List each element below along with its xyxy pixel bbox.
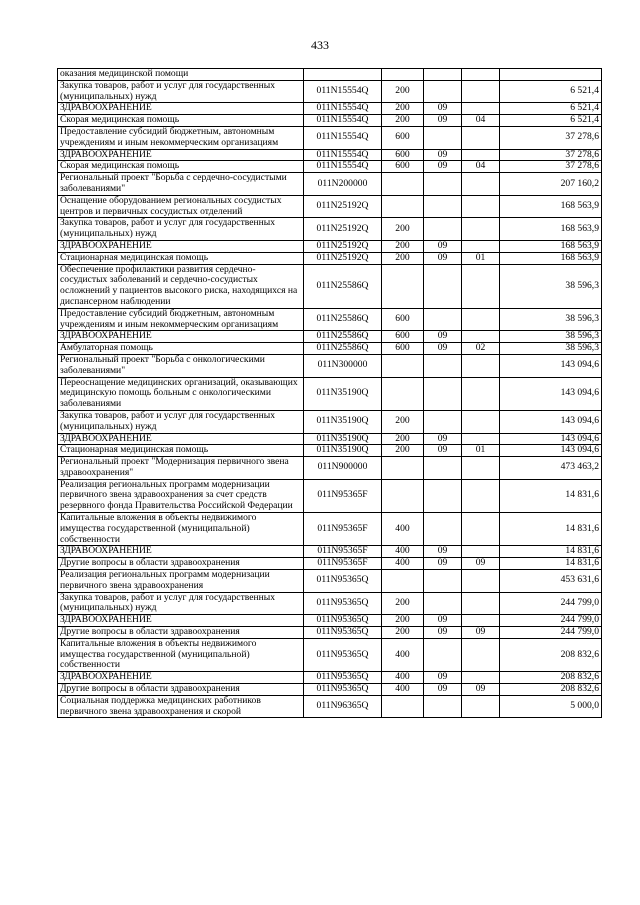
row-expense-type-cell: 600 bbox=[382, 343, 424, 355]
row-section-cell: 09 bbox=[424, 615, 462, 627]
row-subsection-cell bbox=[462, 195, 500, 218]
row-target-article-cell: 011N35190Q bbox=[304, 377, 382, 410]
page-number: 433 bbox=[311, 38, 329, 52]
row-name-cell: Другие вопросы в области здравоохранения bbox=[58, 684, 304, 696]
table-row bbox=[58, 115, 602, 127]
row-section-cell bbox=[424, 695, 462, 718]
row-section-cell bbox=[424, 264, 462, 308]
row-subsection-cell: 02 bbox=[462, 343, 500, 355]
row-name-cell: Другие вопросы в области здравоохранения bbox=[58, 558, 304, 570]
row-expense-type-cell: 600 bbox=[382, 308, 424, 331]
row-name-cell: Закупка товаров, работ и услуг для государственных (муниципальных) нужд bbox=[58, 410, 304, 433]
row-name-cell: ЗДРАВООХРАНЕНИЕ bbox=[58, 103, 304, 115]
row-amount-cell: 143 094,6 bbox=[500, 433, 602, 445]
row-subsection-cell bbox=[462, 377, 500, 410]
row-amount-cell: 5 000,0 bbox=[500, 695, 602, 718]
row-target-article-cell: 011N95365Q bbox=[304, 592, 382, 615]
row-section-cell: 09 bbox=[424, 240, 462, 252]
row-subsection-cell bbox=[462, 513, 500, 546]
row-name-cell: ЗДРАВООХРАНЕНИЕ bbox=[58, 149, 304, 161]
row-amount-cell: 208 832,6 bbox=[500, 638, 602, 671]
row-target-article-cell: 011N95365F bbox=[304, 546, 382, 558]
row-section-cell: 09 bbox=[424, 672, 462, 684]
table-row bbox=[58, 240, 602, 252]
row-expense-type-cell bbox=[382, 69, 424, 81]
row-name-cell: Амбулаторная помощь bbox=[58, 343, 304, 355]
row-expense-type-cell bbox=[382, 264, 424, 308]
row-name-cell: Оснащение оборудованием региональных сосудистых центров и первичных сосудистых отделений bbox=[58, 195, 304, 218]
table-row bbox=[58, 69, 602, 81]
row-target-article-cell: 011N95365Q bbox=[304, 672, 382, 684]
row-expense-type-cell: 200 bbox=[382, 80, 424, 103]
row-target-article-cell: 011N15554Q bbox=[304, 161, 382, 173]
row-amount-cell: 208 832,6 bbox=[500, 684, 602, 696]
row-expense-type-cell: 200 bbox=[382, 410, 424, 433]
row-target-article-cell: 011N300000 bbox=[304, 354, 382, 377]
table-row bbox=[58, 308, 602, 331]
row-expense-type-cell: 200 bbox=[382, 115, 424, 127]
row-amount-cell: 168 563,9 bbox=[500, 240, 602, 252]
row-section-cell: 09 bbox=[424, 115, 462, 127]
row-target-article-cell: 011N95365Q bbox=[304, 570, 382, 593]
table-row bbox=[58, 149, 602, 161]
row-amount-cell: 6 521,4 bbox=[500, 103, 602, 115]
row-subsection-cell bbox=[462, 410, 500, 433]
row-name-cell: Региональный проект "Модернизация первичного звена здравоохранения" bbox=[58, 457, 304, 480]
row-target-article-cell: 011N25586Q bbox=[304, 343, 382, 355]
row-target-article-cell: 011N15554Q bbox=[304, 126, 382, 149]
row-name-cell: ЗДРАВООХРАНЕНИЕ bbox=[58, 331, 304, 343]
table-row bbox=[58, 638, 602, 671]
row-amount-cell: 207 160,2 bbox=[500, 173, 602, 196]
row-section-cell bbox=[424, 126, 462, 149]
row-subsection-cell bbox=[462, 638, 500, 671]
row-section-cell: 09 bbox=[424, 252, 462, 264]
row-expense-type-cell: 200 bbox=[382, 103, 424, 115]
row-amount-cell bbox=[500, 69, 602, 81]
row-name-cell: Капитальные вложения в объекты недвижимого имущества государственной (муниципальной) собственности bbox=[58, 513, 304, 546]
row-amount-cell: 38 596,3 bbox=[500, 264, 602, 308]
row-expense-type-cell: 200 bbox=[382, 240, 424, 252]
row-name-cell: Скорая медицинская помощь bbox=[58, 115, 304, 127]
row-target-article-cell: 011N95365Q bbox=[304, 615, 382, 627]
row-name-cell: Региональный проект "Борьба с онкологическими заболеваниями" bbox=[58, 354, 304, 377]
row-amount-cell: 208 832,6 bbox=[500, 672, 602, 684]
row-target-article-cell: 011N25586Q bbox=[304, 331, 382, 343]
row-name-cell: ЗДРАВООХРАНЕНИЕ bbox=[58, 672, 304, 684]
row-subsection-cell bbox=[462, 264, 500, 308]
row-section-cell bbox=[424, 410, 462, 433]
row-section-cell: 09 bbox=[424, 546, 462, 558]
row-subsection-cell bbox=[462, 672, 500, 684]
row-subsection-cell: 04 bbox=[462, 161, 500, 173]
row-target-article-cell: 011N96365Q bbox=[304, 695, 382, 718]
row-target-article-cell: 011N15554Q bbox=[304, 103, 382, 115]
table-row bbox=[58, 410, 602, 433]
table-row bbox=[58, 445, 602, 457]
budget-table-body bbox=[58, 69, 602, 718]
table-row bbox=[58, 173, 602, 196]
row-expense-type-cell: 400 bbox=[382, 672, 424, 684]
row-section-cell: 09 bbox=[424, 627, 462, 639]
row-subsection-cell bbox=[462, 218, 500, 241]
row-target-article-cell: 011N35190Q bbox=[304, 433, 382, 445]
row-subsection-cell bbox=[462, 126, 500, 149]
row-amount-cell: 473 463,2 bbox=[500, 457, 602, 480]
table-row bbox=[58, 546, 602, 558]
table-row bbox=[58, 457, 602, 480]
row-target-article-cell: 011N15554Q bbox=[304, 115, 382, 127]
row-target-article-cell: 011N35190Q bbox=[304, 445, 382, 457]
row-expense-type-cell: 200 bbox=[382, 615, 424, 627]
row-amount-cell: 168 563,9 bbox=[500, 218, 602, 241]
row-section-cell bbox=[424, 173, 462, 196]
row-target-article-cell: 011N95365F bbox=[304, 513, 382, 546]
table-row bbox=[58, 592, 602, 615]
table-row bbox=[58, 684, 602, 696]
row-subsection-cell bbox=[462, 331, 500, 343]
row-section-cell bbox=[424, 195, 462, 218]
row-amount-cell: 37 278,6 bbox=[500, 161, 602, 173]
row-subsection-cell bbox=[462, 479, 500, 512]
row-name-cell: ЗДРАВООХРАНЕНИЕ bbox=[58, 240, 304, 252]
row-name-cell: Скорая медицинская помощь bbox=[58, 161, 304, 173]
row-expense-type-cell: 400 bbox=[382, 638, 424, 671]
row-section-cell bbox=[424, 513, 462, 546]
table-row bbox=[58, 103, 602, 115]
row-amount-cell: 38 596,3 bbox=[500, 331, 602, 343]
row-subsection-cell: 01 bbox=[462, 445, 500, 457]
row-section-cell bbox=[424, 308, 462, 331]
row-target-article-cell: 011N15554Q bbox=[304, 80, 382, 103]
row-subsection-cell bbox=[462, 103, 500, 115]
row-section-cell: 09 bbox=[424, 445, 462, 457]
row-section-cell bbox=[424, 69, 462, 81]
row-expense-type-cell: 200 bbox=[382, 592, 424, 615]
row-section-cell bbox=[424, 570, 462, 593]
row-section-cell: 09 bbox=[424, 343, 462, 355]
row-expense-type-cell bbox=[382, 695, 424, 718]
row-target-article-cell: 011N900000 bbox=[304, 457, 382, 480]
row-target-article-cell: 011N95365Q bbox=[304, 684, 382, 696]
row-expense-type-cell: 200 bbox=[382, 252, 424, 264]
table-row bbox=[58, 377, 602, 410]
row-subsection-cell bbox=[462, 592, 500, 615]
row-target-article-cell: 011N95365Q bbox=[304, 638, 382, 671]
row-target-article-cell: 011N15554Q bbox=[304, 149, 382, 161]
row-name-cell: оказания медицинской помощи bbox=[58, 69, 304, 81]
row-subsection-cell: 01 bbox=[462, 252, 500, 264]
table-row bbox=[58, 433, 602, 445]
table-row bbox=[58, 195, 602, 218]
table-row bbox=[58, 513, 602, 546]
row-subsection-cell bbox=[462, 695, 500, 718]
row-subsection-cell bbox=[462, 615, 500, 627]
row-target-article-cell: 011N95365Q bbox=[304, 627, 382, 639]
row-subsection-cell bbox=[462, 69, 500, 81]
row-target-article-cell: 011N25586Q bbox=[304, 264, 382, 308]
row-expense-type-cell: 200 bbox=[382, 218, 424, 241]
row-expense-type-cell: 200 bbox=[382, 433, 424, 445]
table-row bbox=[58, 80, 602, 103]
row-amount-cell: 6 521,4 bbox=[500, 115, 602, 127]
row-amount-cell: 37 278,6 bbox=[500, 149, 602, 161]
row-name-cell: Стационарная медицинская помощь bbox=[58, 252, 304, 264]
row-section-cell bbox=[424, 479, 462, 512]
row-name-cell: ЗДРАВООХРАНЕНИЕ bbox=[58, 546, 304, 558]
row-expense-type-cell: 600 bbox=[382, 161, 424, 173]
row-target-article-cell: 011N25192Q bbox=[304, 195, 382, 218]
row-expense-type-cell: 400 bbox=[382, 546, 424, 558]
table-row bbox=[58, 161, 602, 173]
row-subsection-cell: 04 bbox=[462, 115, 500, 127]
row-target-article-cell: 011N25192Q bbox=[304, 240, 382, 252]
row-target-article-cell bbox=[304, 69, 382, 81]
row-target-article-cell: 011N200000 bbox=[304, 173, 382, 196]
row-amount-cell: 37 278,6 bbox=[500, 126, 602, 149]
table-row bbox=[58, 558, 602, 570]
row-amount-cell: 453 631,6 bbox=[500, 570, 602, 593]
row-name-cell: Предоставление субсидий бюджетным, автономным учреждениям и иным некоммерческим организациям bbox=[58, 308, 304, 331]
row-expense-type-cell bbox=[382, 377, 424, 410]
row-section-cell: 09 bbox=[424, 103, 462, 115]
row-expense-type-cell: 600 bbox=[382, 126, 424, 149]
row-amount-cell: 38 596,3 bbox=[500, 308, 602, 331]
budget-table bbox=[57, 68, 602, 718]
row-amount-cell: 14 831,6 bbox=[500, 513, 602, 546]
row-target-article-cell: 011N35190Q bbox=[304, 410, 382, 433]
table-row bbox=[58, 570, 602, 593]
row-expense-type-cell bbox=[382, 457, 424, 480]
row-subsection-cell bbox=[462, 457, 500, 480]
row-name-cell: Переоснащение медицинских организаций, оказывающих медицинскую помощь больным с онкологическими заболеваниями bbox=[58, 377, 304, 410]
table-row bbox=[58, 627, 602, 639]
row-section-cell: 09 bbox=[424, 149, 462, 161]
row-amount-cell: 38 596,3 bbox=[500, 343, 602, 355]
row-amount-cell: 244 799,0 bbox=[500, 615, 602, 627]
row-amount-cell: 14 831,6 bbox=[500, 479, 602, 512]
table-row bbox=[58, 126, 602, 149]
row-subsection-cell: 09 bbox=[462, 558, 500, 570]
row-expense-type-cell: 200 bbox=[382, 445, 424, 457]
row-subsection-cell bbox=[462, 173, 500, 196]
row-amount-cell: 168 563,9 bbox=[500, 252, 602, 264]
row-name-cell: Реализация региональных программ модернизации первичного звена здравоохранения за счет средств резервного фонда Правительства Российской Федерации bbox=[58, 479, 304, 512]
row-target-article-cell: 011N25192Q bbox=[304, 218, 382, 241]
row-expense-type-cell: 400 bbox=[382, 558, 424, 570]
row-subsection-cell bbox=[462, 240, 500, 252]
row-subsection-cell bbox=[462, 80, 500, 103]
row-target-article-cell: 011N95365F bbox=[304, 479, 382, 512]
row-expense-type-cell: 400 bbox=[382, 513, 424, 546]
row-amount-cell: 6 521,4 bbox=[500, 80, 602, 103]
row-target-article-cell: 011N25192Q bbox=[304, 252, 382, 264]
table-row bbox=[58, 695, 602, 718]
row-expense-type-cell: 400 bbox=[382, 684, 424, 696]
row-expense-type-cell: 600 bbox=[382, 331, 424, 343]
row-name-cell: Обеспечение профилактики развития сердечно-сосудистых заболеваний и сердечно-сосудистых осложнений у пациентов высокого риска, находящихся на диспансерном наблюдении bbox=[58, 264, 304, 308]
table-row bbox=[58, 354, 602, 377]
row-amount-cell: 143 094,6 bbox=[500, 354, 602, 377]
row-name-cell: Закупка товаров, работ и услуг для государственных (муниципальных) нужд bbox=[58, 218, 304, 241]
row-subsection-cell: 09 bbox=[462, 684, 500, 696]
row-amount-cell: 244 799,0 bbox=[500, 627, 602, 639]
row-section-cell bbox=[424, 457, 462, 480]
row-section-cell bbox=[424, 354, 462, 377]
row-section-cell bbox=[424, 80, 462, 103]
row-amount-cell: 168 563,9 bbox=[500, 195, 602, 218]
table-row bbox=[58, 479, 602, 512]
row-subsection-cell: 09 bbox=[462, 627, 500, 639]
row-section-cell: 09 bbox=[424, 684, 462, 696]
row-subsection-cell bbox=[462, 546, 500, 558]
row-subsection-cell bbox=[462, 354, 500, 377]
row-name-cell: Предоставление субсидий бюджетным, автономным учреждениям и иным некоммерческим организациям bbox=[58, 126, 304, 149]
table-row bbox=[58, 252, 602, 264]
row-amount-cell: 143 094,6 bbox=[500, 377, 602, 410]
row-amount-cell: 244 799,0 bbox=[500, 592, 602, 615]
table-row bbox=[58, 343, 602, 355]
row-amount-cell: 14 831,6 bbox=[500, 546, 602, 558]
row-expense-type-cell: 600 bbox=[382, 149, 424, 161]
row-section-cell: 09 bbox=[424, 558, 462, 570]
row-target-article-cell: 011N95365F bbox=[304, 558, 382, 570]
row-section-cell bbox=[424, 377, 462, 410]
row-target-article-cell: 011N25586Q bbox=[304, 308, 382, 331]
row-name-cell: Социальная поддержка медицинских работников первичного звена здравоохранения и скорой bbox=[58, 695, 304, 718]
row-expense-type-cell bbox=[382, 354, 424, 377]
row-section-cell: 09 bbox=[424, 161, 462, 173]
row-subsection-cell bbox=[462, 308, 500, 331]
table-row bbox=[58, 218, 602, 241]
table-row bbox=[58, 672, 602, 684]
row-name-cell: Другие вопросы в области здравоохранения bbox=[58, 627, 304, 639]
row-subsection-cell bbox=[462, 149, 500, 161]
row-name-cell: Закупка товаров, работ и услуг для государственных (муниципальных) нужд bbox=[58, 80, 304, 103]
row-expense-type-cell bbox=[382, 570, 424, 593]
table-row bbox=[58, 331, 602, 343]
row-name-cell: ЗДРАВООХРАНЕНИЕ bbox=[58, 615, 304, 627]
row-name-cell: Региональный проект "Борьба с сердечно-сосудистыми заболеваниями" bbox=[58, 173, 304, 196]
row-section-cell: 09 bbox=[424, 433, 462, 445]
table-row bbox=[58, 264, 602, 308]
row-section-cell bbox=[424, 592, 462, 615]
row-name-cell: Капитальные вложения в объекты недвижимого имущества государственной (муниципальной) собственности bbox=[58, 638, 304, 671]
row-amount-cell: 143 094,6 bbox=[500, 410, 602, 433]
row-name-cell: Закупка товаров, работ и услуг для государственных (муниципальных) нужд bbox=[58, 592, 304, 615]
row-subsection-cell bbox=[462, 433, 500, 445]
row-expense-type-cell: 200 bbox=[382, 627, 424, 639]
row-section-cell bbox=[424, 638, 462, 671]
table-row bbox=[58, 615, 602, 627]
row-section-cell bbox=[424, 218, 462, 241]
row-amount-cell: 143 094,6 bbox=[500, 445, 602, 457]
row-name-cell: Стационарная медицинская помощь bbox=[58, 445, 304, 457]
row-name-cell: ЗДРАВООХРАНЕНИЕ bbox=[58, 433, 304, 445]
row-expense-type-cell bbox=[382, 195, 424, 218]
row-amount-cell: 14 831,6 bbox=[500, 558, 602, 570]
row-name-cell: Реализация региональных программ модернизации первичного звена здравоохранения bbox=[58, 570, 304, 593]
row-expense-type-cell bbox=[382, 479, 424, 512]
row-expense-type-cell bbox=[382, 173, 424, 196]
row-section-cell: 09 bbox=[424, 331, 462, 343]
row-subsection-cell bbox=[462, 570, 500, 593]
